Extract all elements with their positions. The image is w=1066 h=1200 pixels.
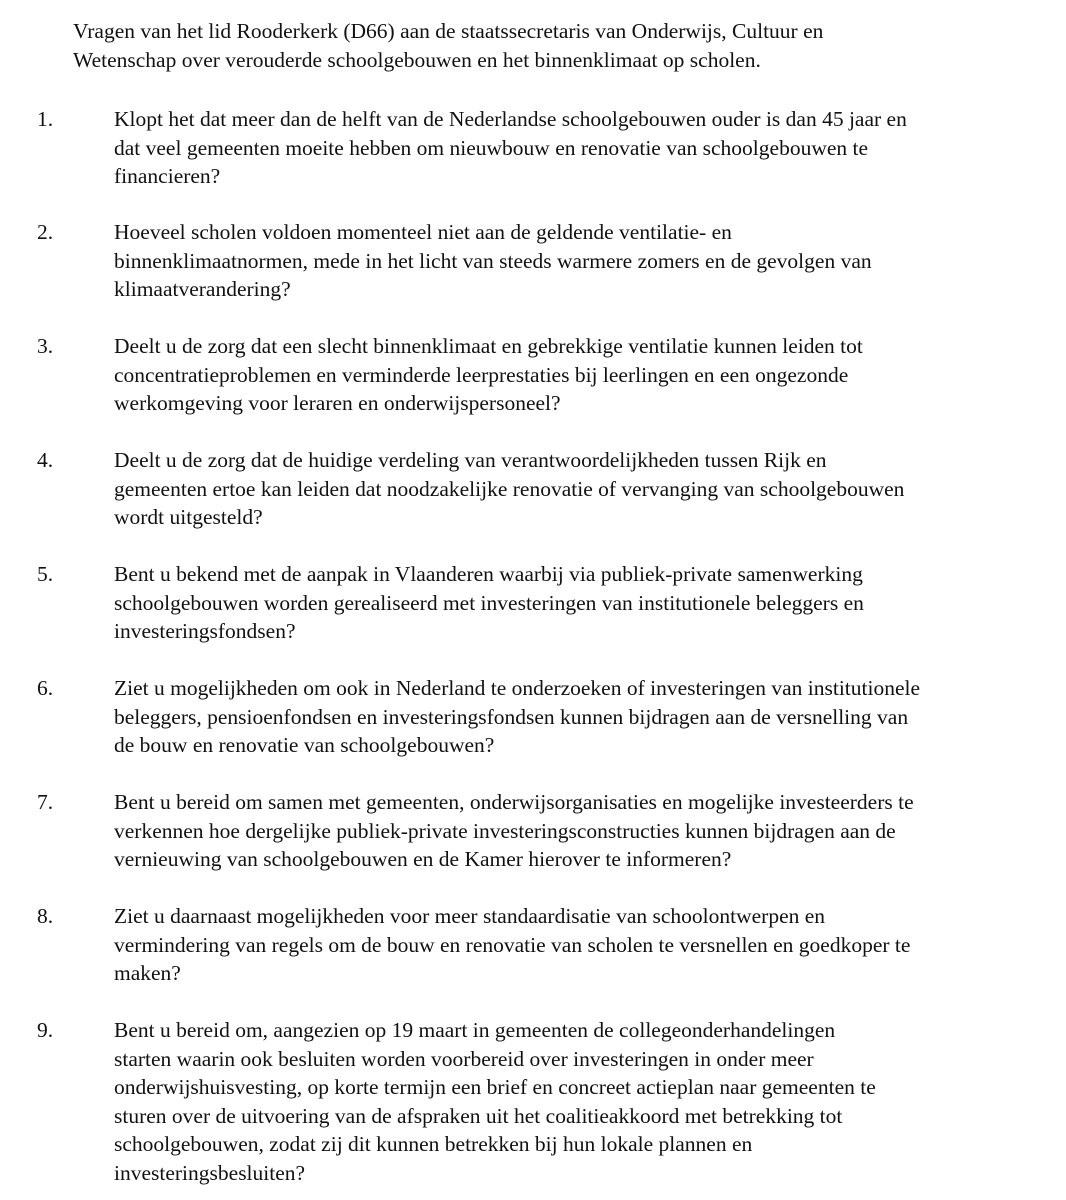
question-line: investeringsbesluiten? [114,1160,306,1185]
question-text [114,332,1059,418]
question-line: maken? [114,961,181,986]
question-line: Hoeveel scholen voldoen momenteel niet aan de geldende ventilatie- en [114,220,732,244]
question-line: sturen over de uitvoering van de afspraken uit het coalitieakkoord met betrekking tot [114,1103,843,1128]
question-line: schoolgebouwen, zodat zij dit kunnen betrekken bij hun lokale plannen en [114,1132,753,1157]
question-line: investeringsfondsen? [114,619,296,644]
question-line: onderwijshuisvesting, op korte termijn een brief en concreet actieplan naar gemeenten te [114,1075,876,1100]
question-number: 6. [37,676,54,700]
question-text [114,218,1059,304]
question-line: verkennen hoe dergelijke publiek-private investeringsconstructies kunnen bijdragen aan de [114,818,896,843]
question-number: 5. [37,562,54,586]
question-line: Bent u bereid om, aangezien op 19 maart in gemeenten de collegeonderhandelingen [114,1018,836,1042]
question-line: binnenklimaatnormen, mede in het licht van steeds warmere zomers en de gevolgen van [114,248,872,273]
question-line: Bent u bereid om samen met gemeenten, onderwijsorganisaties en mogelijke investeerders te [114,790,914,814]
question-line: financieren? [114,164,221,189]
question-number: 7. [37,790,54,814]
intro-line: Wetenschap over verouderde schoolgebouwen en het binnenklimaat op scholen. [73,47,761,72]
question-number: 8. [37,904,54,928]
question-number: 2. [37,220,54,244]
question-line: Ziet u mogelijkheden om ook in Nederland te onderzoeken of investeringen van institutionele [114,676,921,700]
question-text [114,446,1059,532]
question-line: starten waarin ook besluiten worden voorbereid over investeringen in onder meer [114,1046,814,1071]
question-number: 3. [37,334,54,358]
question-line: de bouw en renovatie van schoolgebouwen? [114,733,495,758]
document-intro [73,17,1033,74]
question-text [114,560,1059,646]
question-line: Bent u bekend met de aanpak in Vlaanderen waarbij via publiek-private samenwerking [114,562,863,586]
question-number: 4. [37,448,54,472]
question-text [114,105,1059,191]
question-text [114,902,1059,988]
question-line: beleggers, pensioenfondsen en investeringsfondsen kunnen bijdragen aan de versnelling van [114,704,909,729]
question-line: Deelt u de zorg dat de huidige verdeling van verantwoordelijkheden tussen Rijk en [114,448,827,472]
question-line: werkomgeving voor leraren en onderwijspersoneel? [114,391,561,416]
question-text [114,788,1059,874]
question-line: Ziet u daarnaast mogelijkheden voor meer standaardisatie van schoolontwerpen en [114,904,826,928]
question-line: Deelt u de zorg dat een slecht binnenklimaat en gebrekkige ventilatie kunnen leiden tot [114,334,863,358]
question-line: vernieuwing van schoolgebouwen en de Kamer hierover te informeren? [114,847,732,872]
question-number: 1. [37,107,54,131]
question-number: 9. [37,1018,54,1042]
question-line: vermindering van regels om de bouw en renovatie van scholen te versnellen en goedkoper te [114,932,911,957]
question-line: klimaatverandering? [114,277,291,302]
question-line: wordt uitgesteld? [114,505,263,530]
question-line: schoolgebouwen worden gerealiseerd met investeringen van institutionele beleggers en [114,590,864,615]
question-line: gemeenten ertoe kan leiden dat noodzakelijke renovatie of vervanging van schoolgebouwen [114,476,905,501]
question-line: dat veel gemeenten moeite hebben om nieuwbouw en renovatie van schoolgebouwen te [114,135,869,160]
question-line: Klopt het dat meer dan de helft van de Nederlandse schoolgebouwen ouder is dan 45 jaar en [114,107,907,131]
question-line: concentratieproblemen en verminderde leerprestaties bij leerlingen en een ongezonde [114,362,849,387]
intro-line: Vragen van het lid Rooderkerk (D66) aan de staatssecretaris van Onderwijs, Cultuur en [73,19,824,43]
question-text [114,1016,1059,1188]
question-text [114,674,1059,760]
